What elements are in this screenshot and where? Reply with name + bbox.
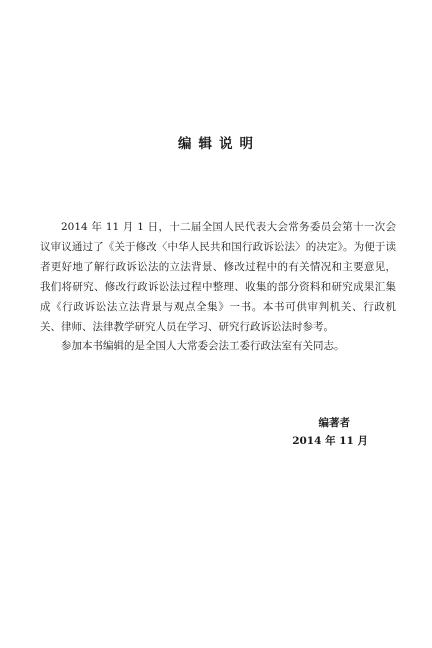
paragraph-intro: 2014 年 11 月 1 日，十二届全国人民代表大会常务委员会第十一次会议审议通过了《关于修改〈中华人民共和国行政诉讼法〉的决定》。为便于读者更好地了解行政诉讼法的立法背景、修改过程中的有关情况和主要意见，我们将研究、修改行政诉讼法过程中整理、收集的部分资料和研究成果汇集成《行政诉讼法立法背景与观点全集》一书。本书可供审判机关、行政机关、律师、法律教学研究人员在学习、研究行政诉讼法时参考。 [40, 221, 396, 333]
paragraph-contributors: 参加本书编辑的是全国人大常委会法工委行政法室有关同志。 [61, 340, 345, 353]
page-title: 编辑说明 [178, 136, 260, 152]
signature-author: 编著者 [318, 417, 350, 429]
signature-block [292, 414, 368, 450]
body-text [40, 218, 396, 357]
signature-date: 2014 年 11 月 [292, 435, 368, 447]
